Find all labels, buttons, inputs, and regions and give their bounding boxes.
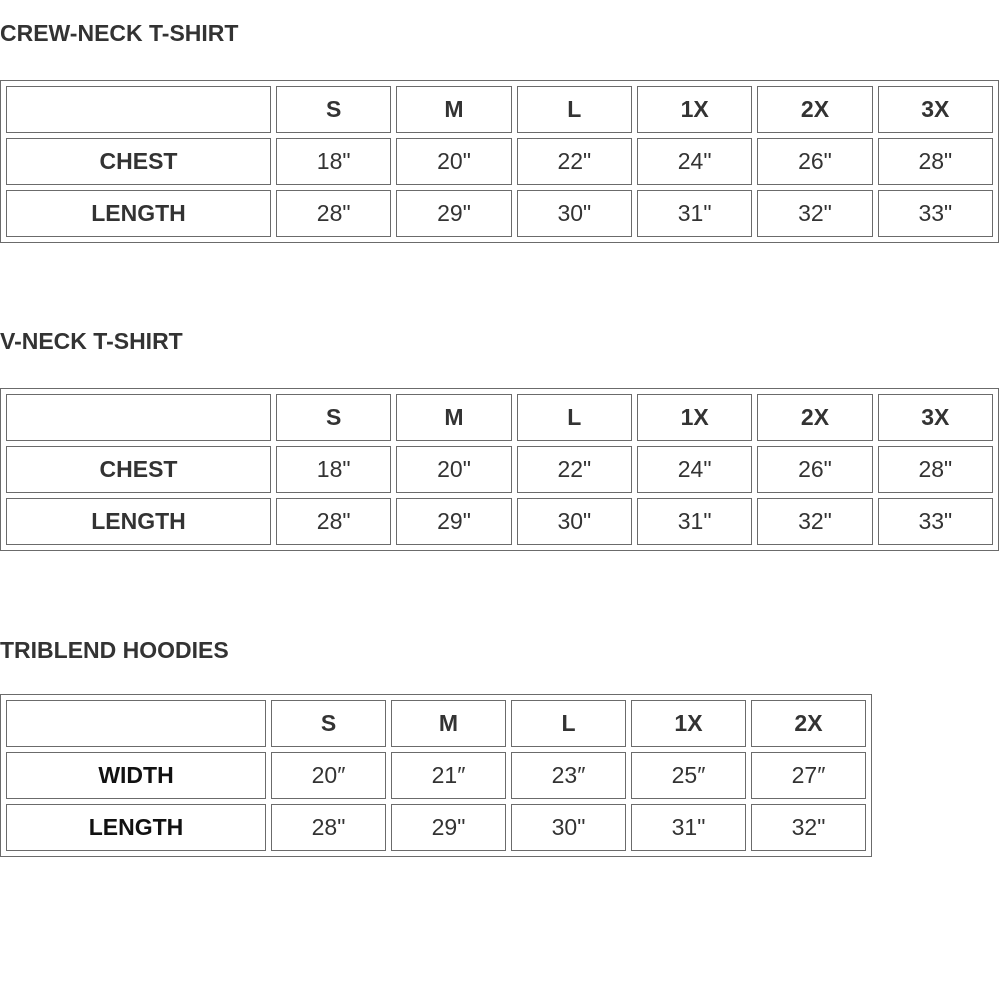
size-header-cell: 3X [878,394,993,441]
measurement-cell: 18" [276,446,391,493]
triblend-hoodies-size-table [0,694,872,857]
measurement-cell: 18" [276,138,391,185]
size-header-cell: L [517,394,632,441]
measurement-cell: 29" [396,190,511,237]
size-header-cell: M [396,86,511,133]
measurement-cell: 22" [517,138,632,185]
measurement-cell: 32" [751,804,866,851]
size-header-cell: M [391,700,506,747]
measurement-cell: 28" [878,138,993,185]
crew-neck-size-table [0,80,999,243]
triblend-hoodies-section-title: TRIBLEND HOODIES [0,637,229,663]
corner-cell [6,700,266,747]
measurement-cell: 22" [517,446,632,493]
size-header-row [6,700,866,747]
measurement-cell: 33" [878,498,993,545]
measurement-cell: 33" [878,190,993,237]
size-header-cell: 2X [757,394,872,441]
table-row [6,446,993,493]
size-header-cell: M [396,394,511,441]
measurement-cell: 28" [878,446,993,493]
measurement-cell: 23″ [511,752,626,799]
crew-neck-section-title: CREW-NECK T-SHIRT [0,20,239,46]
row-label: WIDTH [6,752,266,799]
v-neck-section-title: V-NECK T-SHIRT [0,328,183,354]
row-label: LENGTH [6,190,271,237]
table-row [6,498,993,545]
size-header-cell: S [276,394,391,441]
measurement-cell: 21″ [391,752,506,799]
row-label: LENGTH [6,498,271,545]
measurement-cell: 31" [637,498,752,545]
measurement-cell: 28" [271,804,386,851]
size-header-cell: 3X [878,86,993,133]
measurement-cell: 20" [396,138,511,185]
size-header-cell: L [517,86,632,133]
measurement-cell: 28" [276,498,391,545]
table-row [6,752,866,799]
measurement-cell: 20" [396,446,511,493]
measurement-cell: 29" [396,498,511,545]
size-header-row [6,394,993,441]
v-neck-size-table [0,388,999,551]
measurement-cell: 27″ [751,752,866,799]
row-label: LENGTH [6,804,266,851]
row-label: CHEST [6,138,271,185]
measurement-cell: 26" [757,446,872,493]
corner-cell [6,86,271,133]
measurement-cell: 20″ [271,752,386,799]
size-header-cell: 2X [751,700,866,747]
measurement-cell: 31" [637,190,752,237]
size-header-cell: S [276,86,391,133]
measurement-cell: 32" [757,498,872,545]
size-header-row [6,86,993,133]
measurement-cell: 24" [637,446,752,493]
size-header-cell: L [511,700,626,747]
size-header-cell: 1X [637,86,752,133]
size-header-cell: S [271,700,386,747]
measurement-cell: 25″ [631,752,746,799]
measurement-cell: 31" [631,804,746,851]
measurement-cell: 32" [757,190,872,237]
measurement-cell: 26" [757,138,872,185]
measurement-cell: 30" [511,804,626,851]
size-header-cell: 1X [631,700,746,747]
measurement-cell: 30" [517,498,632,545]
row-label: CHEST [6,446,271,493]
table-row [6,190,993,237]
size-header-cell: 2X [757,86,872,133]
size-header-cell: 1X [637,394,752,441]
table-row [6,138,993,185]
measurement-cell: 29" [391,804,506,851]
corner-cell [6,394,271,441]
measurement-cell: 30" [517,190,632,237]
measurement-cell: 28" [276,190,391,237]
measurement-cell: 24" [637,138,752,185]
table-row [6,804,866,851]
